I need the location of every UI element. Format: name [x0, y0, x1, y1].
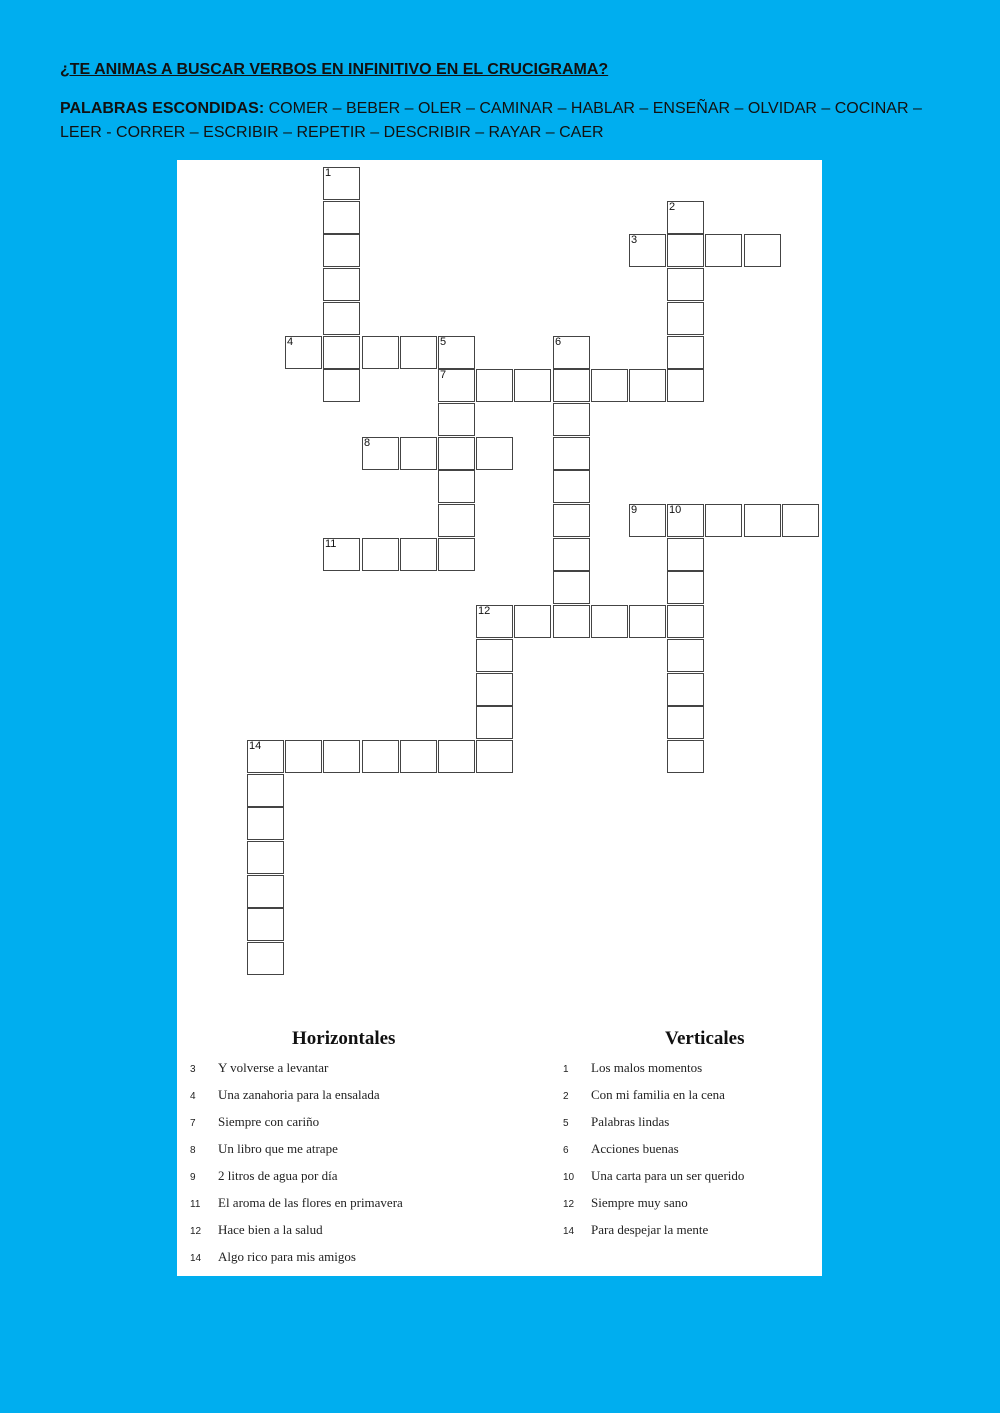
crossword-cell[interactable]	[667, 369, 704, 402]
clue-text: Para despejar la mente	[591, 1222, 709, 1237]
crossword-cell[interactable]	[323, 268, 360, 301]
crossword-grid	[177, 160, 822, 990]
page-title: ¿TE ANIMAS A BUSCAR VERBOS EN INFINITIVO EN EL CRUCIGRAMA?	[60, 61, 609, 78]
clue-text: Acciones buenas	[591, 1141, 679, 1156]
cell-number: 12	[478, 605, 491, 617]
crossword-cell[interactable]	[247, 807, 284, 840]
cell-number: 3	[631, 234, 638, 246]
crossword-cell[interactable]	[476, 673, 513, 706]
cell-number: 2	[669, 201, 676, 213]
crossword-cell[interactable]	[667, 268, 704, 301]
crossword-cell[interactable]	[629, 234, 666, 267]
crossword-cell[interactable]	[476, 740, 513, 773]
crossword-cell[interactable]	[591, 369, 628, 402]
crossword-cell[interactable]	[667, 201, 704, 234]
crossword-cell[interactable]	[438, 470, 475, 503]
crossword-cell[interactable]	[247, 774, 284, 807]
crossword-cell[interactable]	[438, 437, 475, 470]
crossword-cell[interactable]	[553, 437, 590, 470]
cell-number: 6	[555, 336, 562, 348]
clue-text: Un libro que me atrape	[218, 1141, 338, 1156]
cell-number: 8	[364, 437, 371, 449]
crossword-cell[interactable]	[323, 167, 360, 200]
cell-number: 7	[440, 369, 447, 381]
crossword-cell[interactable]	[553, 571, 590, 604]
crossword-cell[interactable]	[285, 336, 322, 369]
crossword-cell[interactable]	[514, 605, 551, 638]
clue-text: El aroma de las flores en primavera	[218, 1195, 403, 1210]
clue-number: 12	[563, 1199, 575, 1210]
clue-text: Una carta para un ser querido	[591, 1168, 745, 1183]
down-heading: Verticales	[665, 1028, 745, 1049]
clue-text: Una zanahoria para la ensalada	[218, 1087, 380, 1102]
crossword-cell[interactable]	[438, 504, 475, 537]
crossword-cell[interactable]	[667, 639, 704, 672]
clue-text: Siempre muy sano	[591, 1195, 688, 1210]
crossword-cell[interactable]	[476, 639, 513, 672]
crossword-sheet	[177, 160, 822, 1276]
clue-text: Y volverse a levantar	[218, 1060, 329, 1075]
crossword-cell[interactable]	[438, 369, 475, 402]
clue-number: 1	[563, 1064, 569, 1075]
crossword-cell[interactable]	[629, 504, 666, 537]
crossword-cell[interactable]	[705, 234, 742, 267]
cell-number: 14	[249, 740, 262, 752]
crossword-cell[interactable]	[362, 336, 399, 369]
crossword-cell[interactable]	[438, 336, 475, 369]
crossword-cell[interactable]	[400, 336, 437, 369]
cell-number: 9	[631, 504, 638, 516]
crossword-cell[interactable]	[553, 504, 590, 537]
crossword-cell[interactable]	[323, 234, 360, 267]
clue-number: 5	[563, 1118, 569, 1129]
clue-text: Algo rico para mis amigos	[218, 1249, 356, 1264]
crossword-cell[interactable]	[438, 538, 475, 571]
crossword-cell[interactable]	[667, 336, 704, 369]
clue-number: 14	[563, 1226, 575, 1237]
crossword-cell[interactable]	[476, 706, 513, 739]
hidden-words-label: PALABRAS ESCONDIDAS:	[60, 100, 265, 117]
crossword-cell[interactable]	[667, 234, 704, 267]
cell-number: 1	[325, 167, 332, 179]
crossword-cell[interactable]	[744, 234, 781, 267]
clue-text: Siempre con cariño	[218, 1114, 320, 1129]
crossword-cell[interactable]	[667, 605, 704, 638]
crossword-cell[interactable]	[323, 201, 360, 234]
clue-number: 10	[563, 1172, 575, 1183]
crossword-cell[interactable]	[667, 538, 704, 571]
clue-number: 4	[190, 1091, 196, 1102]
clue-number: 14	[190, 1253, 202, 1264]
crossword-cell[interactable]	[438, 740, 475, 773]
crossword-cell[interactable]	[438, 403, 475, 436]
crossword-cell[interactable]	[400, 740, 437, 773]
crossword-cell[interactable]	[667, 706, 704, 739]
crossword-cell[interactable]	[553, 605, 590, 638]
clue-number: 7	[190, 1118, 196, 1129]
crossword-cell[interactable]	[323, 369, 360, 402]
crossword-cell[interactable]	[591, 605, 628, 638]
crossword-cell[interactable]	[362, 538, 399, 571]
clue-text: Con mi familia en la cena	[591, 1087, 725, 1102]
crossword-cell[interactable]	[782, 504, 819, 537]
crossword-cell[interactable]	[667, 571, 704, 604]
crossword-cell[interactable]	[667, 504, 704, 537]
cell-number: 11	[325, 538, 337, 550]
clue-number: 8	[190, 1145, 196, 1156]
crossword-cell[interactable]	[400, 538, 437, 571]
crossword-cell[interactable]	[323, 302, 360, 335]
across-heading: Horizontales	[292, 1028, 396, 1049]
hidden-words-list: COMER – BEBER – OLER – CAMINAR – HABLAR – ENSEÑAR – OLVIDAR – COCINAR – LEER - CORRER – ESCRIBIR – REPETIR – DESCRIBIR – RAYAR – CAER	[60, 100, 922, 141]
clue-text: Hace bien a la salud	[218, 1222, 323, 1237]
crossword-cell[interactable]	[476, 437, 513, 470]
clue-number: 3	[190, 1064, 196, 1075]
crossword-cell[interactable]	[323, 538, 360, 571]
crossword-cell[interactable]	[553, 369, 590, 402]
crossword-cell[interactable]	[629, 369, 666, 402]
crossword-cell[interactable]	[629, 605, 666, 638]
clue-text: Los malos momentos	[591, 1060, 703, 1075]
hidden-words	[60, 97, 960, 145]
crossword-cell[interactable]	[247, 875, 284, 908]
cell-number: 5	[440, 336, 447, 348]
crossword-cell[interactable]	[553, 336, 590, 369]
clue-number: 2	[563, 1091, 569, 1102]
crossword-cell[interactable]	[362, 740, 399, 773]
crossword-cell[interactable]	[323, 740, 360, 773]
cell-number: 10	[669, 504, 682, 516]
crossword-cell[interactable]	[247, 942, 284, 975]
crossword-cell[interactable]	[667, 740, 704, 773]
crossword-cell[interactable]	[362, 437, 399, 470]
crossword-cell[interactable]	[247, 841, 284, 874]
clue-number: 6	[563, 1145, 569, 1156]
crossword-cell[interactable]	[553, 470, 590, 503]
crossword-cell[interactable]	[667, 302, 704, 335]
clue-text: Palabras lindas	[591, 1114, 670, 1129]
crossword-cell[interactable]	[476, 605, 513, 638]
crossword-cell[interactable]	[247, 908, 284, 941]
crossword-cell[interactable]	[285, 740, 322, 773]
crossword-cell[interactable]	[667, 673, 704, 706]
crossword-cell[interactable]	[553, 538, 590, 571]
clue-text: 2 litros de agua por día	[218, 1168, 338, 1183]
clue-number: 11	[190, 1199, 201, 1210]
crossword-cell[interactable]	[705, 504, 742, 537]
crossword-cell[interactable]	[744, 504, 781, 537]
crossword-cell[interactable]	[400, 437, 437, 470]
clue-number: 12	[190, 1226, 202, 1237]
crossword-cell[interactable]	[476, 369, 513, 402]
crossword-cell[interactable]	[514, 369, 551, 402]
crossword-cell[interactable]	[247, 740, 284, 773]
crossword-cell[interactable]	[553, 403, 590, 436]
crossword-cell[interactable]	[323, 336, 360, 369]
cell-number: 4	[287, 336, 294, 348]
clue-number: 9	[190, 1172, 196, 1183]
